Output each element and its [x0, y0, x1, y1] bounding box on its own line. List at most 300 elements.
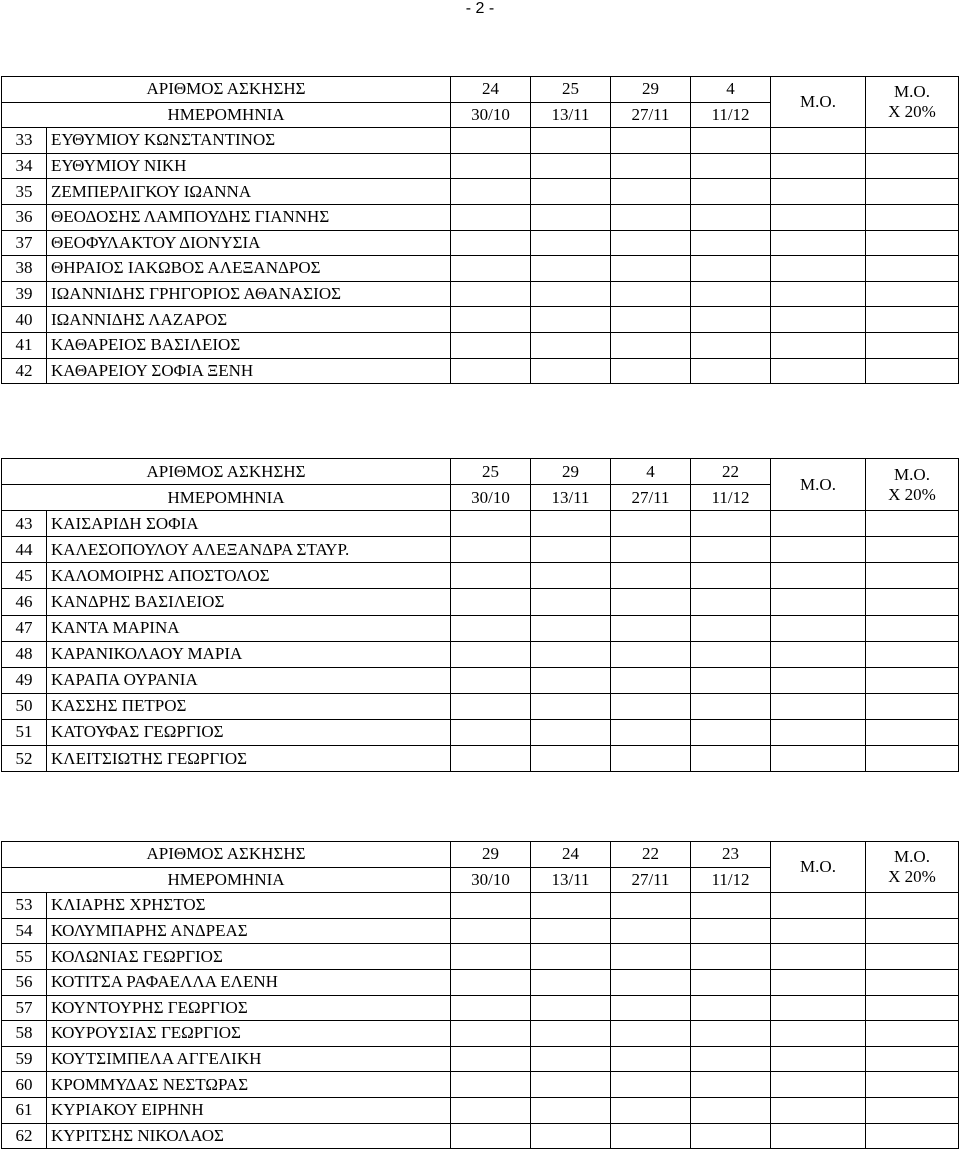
grade-cell[interactable]	[611, 128, 691, 154]
student-name: ΚΟΥΡΟΥΣΙΑΣ ΓΕΩΡΓΙΟΣ	[47, 1021, 451, 1047]
weighted-average-cell[interactable]	[866, 969, 959, 995]
weighted-average-cell[interactable]	[866, 153, 959, 179]
student-name: ΚΑΝΔΡΗΣ ΒΑΣΙΛΕΙΟΣ	[47, 589, 451, 615]
weighted-average-cell[interactable]	[866, 1123, 959, 1149]
grade-cell[interactable]	[611, 204, 691, 230]
grade-cell[interactable]	[691, 358, 771, 384]
student-number: 41	[2, 332, 47, 358]
average-cell[interactable]	[771, 179, 866, 205]
student-row	[2, 918, 959, 944]
average-cell[interactable]	[771, 281, 866, 307]
weighted-average-line2: Χ 20%	[888, 102, 936, 122]
grade-cell[interactable]	[451, 563, 531, 589]
grade-cell[interactable]	[451, 281, 531, 307]
weighted-average-cell[interactable]	[866, 893, 959, 919]
average-cell[interactable]	[771, 746, 866, 772]
student-number: 46	[2, 589, 47, 615]
weighted-average-line1: Μ.Ο.	[894, 847, 930, 867]
grade-cell[interactable]	[451, 589, 531, 615]
date-label: ΗΜΕΡΟΜΗΝΙΑ	[2, 867, 451, 893]
grade-cell[interactable]	[451, 893, 531, 919]
weighted-average-cell[interactable]	[866, 944, 959, 970]
student-row	[2, 307, 959, 333]
grade-cell[interactable]	[611, 511, 691, 537]
student-number: 40	[2, 307, 47, 333]
exercise-number: 25	[451, 459, 531, 485]
grade-cell[interactable]	[611, 358, 691, 384]
student-name: ΚΛΙΑΡΗΣ ΧΡΗΣΤΟΣ	[47, 893, 451, 919]
exercise-date: 27/11	[611, 485, 691, 511]
grade-cell[interactable]	[451, 746, 531, 772]
grade-cell[interactable]	[691, 893, 771, 919]
average-cell[interactable]	[771, 332, 866, 358]
exercise-number: 25	[531, 77, 611, 103]
weighted-average-cell[interactable]	[866, 281, 959, 307]
grade-cell[interactable]	[611, 307, 691, 333]
grade-cell[interactable]	[531, 563, 611, 589]
grade-cell[interactable]	[691, 1123, 771, 1149]
student-number: 60	[2, 1072, 47, 1098]
student-row	[2, 1046, 959, 1072]
student-number: 48	[2, 641, 47, 667]
student-row	[2, 128, 959, 154]
grade-cell[interactable]	[451, 332, 531, 358]
grade-cell[interactable]	[611, 944, 691, 970]
average-cell[interactable]	[771, 1123, 866, 1149]
grade-cell[interactable]	[691, 944, 771, 970]
weighted-average-cell[interactable]	[866, 667, 959, 693]
student-row	[2, 256, 959, 282]
weighted-average-cell[interactable]	[866, 589, 959, 615]
weighted-average-cell[interactable]	[866, 1046, 959, 1072]
student-number: 62	[2, 1123, 47, 1149]
grade-cell[interactable]	[611, 179, 691, 205]
student-number: 53	[2, 893, 47, 919]
date-label: ΗΜΕΡΟΜΗΝΙΑ	[2, 485, 451, 511]
grade-cell[interactable]	[611, 589, 691, 615]
weighted-average-cell[interactable]	[866, 511, 959, 537]
grade-cell[interactable]	[611, 1072, 691, 1098]
grade-cell[interactable]	[691, 615, 771, 641]
student-name: ΖΕΜΠΕΡΛΙΓΚΟΥ ΙΩΑΝΝΑ	[47, 179, 451, 205]
grade-cell[interactable]	[611, 746, 691, 772]
weighted-average-cell[interactable]	[866, 995, 959, 1021]
weighted-average-line1: Μ.Ο.	[894, 82, 930, 102]
grade-cell[interactable]	[451, 667, 531, 693]
grade-cell[interactable]	[611, 719, 691, 745]
grade-cell[interactable]	[531, 995, 611, 1021]
grade-cell[interactable]	[451, 944, 531, 970]
grade-cell[interactable]	[451, 1072, 531, 1098]
student-name: ΚΑΛΕΣΟΠΟΥΛΟΥ ΑΛΕΞΑΝΔΡΑ ΣΤΑΥΡ.	[47, 537, 451, 563]
student-row	[2, 1097, 959, 1123]
grade-cell[interactable]	[691, 918, 771, 944]
student-row	[2, 332, 959, 358]
grade-cell[interactable]	[531, 179, 611, 205]
grade-cell[interactable]	[691, 746, 771, 772]
grade-cell[interactable]	[691, 1072, 771, 1098]
grade-cell[interactable]	[531, 641, 611, 667]
exercise-number: 22	[611, 842, 691, 868]
student-row	[2, 719, 959, 745]
grade-cell[interactable]	[611, 641, 691, 667]
student-number: 54	[2, 918, 47, 944]
weighted-average-cell[interactable]	[866, 1021, 959, 1047]
grade-cell[interactable]	[611, 918, 691, 944]
student-name: ΘΗΡΑΙΟΣ ΙΑΚΩΒΟΣ ΑΛΕΞΑΝΔΡΟΣ	[47, 256, 451, 282]
grade-cell[interactable]	[531, 969, 611, 995]
student-name: ΚΑΣΣΗΣ ΠΕΤΡΟΣ	[47, 693, 451, 719]
exercise-number: 22	[691, 459, 771, 485]
exercise-date: 30/10	[451, 867, 531, 893]
average-cell[interactable]	[771, 667, 866, 693]
student-name: ΕΥΘΥΜΙΟΥ ΝΙΚΗ	[47, 153, 451, 179]
average-header: Μ.Ο.	[771, 842, 866, 893]
grade-cell[interactable]	[451, 1097, 531, 1123]
grade-cell[interactable]	[691, 332, 771, 358]
grade-cell[interactable]	[691, 563, 771, 589]
average-cell[interactable]	[771, 589, 866, 615]
student-number: 35	[2, 179, 47, 205]
exercise-number: 23	[691, 842, 771, 868]
student-name: ΚΟΤΙΤΣΑ ΡΑΦΑΕΛΛΑ ΕΛΕΝΗ	[47, 969, 451, 995]
student-row	[2, 615, 959, 641]
average-cell[interactable]	[771, 893, 866, 919]
grade-cell[interactable]	[691, 230, 771, 256]
grade-cell[interactable]	[531, 281, 611, 307]
average-cell[interactable]	[771, 1072, 866, 1098]
weighted-average-cell[interactable]	[866, 563, 959, 589]
student-name: ΙΩΑΝΝΙΔΗΣ ΛΑΖΑΡΟΣ	[47, 307, 451, 333]
grade-cell[interactable]	[531, 204, 611, 230]
grade-cell[interactable]	[531, 693, 611, 719]
grade-cell[interactable]	[691, 995, 771, 1021]
grade-cell[interactable]	[451, 179, 531, 205]
exercise-date: 13/11	[531, 485, 611, 511]
average-cell[interactable]	[771, 204, 866, 230]
student-name: ΚΟΥΝΤΟΥΡΗΣ ΓΕΩΡΓΙΟΣ	[47, 995, 451, 1021]
student-row	[2, 995, 959, 1021]
exercise-row	[2, 459, 959, 485]
average-cell[interactable]	[771, 511, 866, 537]
weighted-average-cell[interactable]	[866, 746, 959, 772]
student-name: ΘΕΟΔΟΣΗΣ ΛΑΜΠΟΥΔΗΣ ΓΙΑΝΝΗΣ	[47, 204, 451, 230]
grade-cell[interactable]	[611, 1123, 691, 1149]
grade-cell[interactable]	[611, 969, 691, 995]
average-cell[interactable]	[771, 128, 866, 154]
weighted-average-cell[interactable]	[866, 719, 959, 745]
grade-cell[interactable]	[611, 615, 691, 641]
student-row	[2, 153, 959, 179]
grade-cell[interactable]	[531, 589, 611, 615]
grade-cell[interactable]	[611, 256, 691, 282]
average-cell[interactable]	[771, 944, 866, 970]
average-cell[interactable]	[771, 1021, 866, 1047]
grade-cell[interactable]	[531, 1072, 611, 1098]
student-name: ΚΥΡΙΤΣΗΣ ΝΙΚΟΛΑΟΣ	[47, 1123, 451, 1149]
average-cell[interactable]	[771, 537, 866, 563]
grade-cell[interactable]	[531, 1046, 611, 1072]
student-number: 42	[2, 358, 47, 384]
grade-cell[interactable]	[531, 719, 611, 745]
grade-cell[interactable]	[611, 1097, 691, 1123]
student-number: 47	[2, 615, 47, 641]
grade-cell[interactable]	[531, 1123, 611, 1149]
grade-cell[interactable]	[531, 128, 611, 154]
student-number: 43	[2, 511, 47, 537]
average-cell[interactable]	[771, 1046, 866, 1072]
average-cell[interactable]	[771, 563, 866, 589]
grade-cell[interactable]	[531, 358, 611, 384]
weighted-average-cell[interactable]	[866, 615, 959, 641]
weighted-average-cell[interactable]	[866, 1097, 959, 1123]
exercise-number: 29	[531, 459, 611, 485]
weighted-average-line2: Χ 20%	[888, 867, 936, 887]
grade-cell[interactable]	[451, 128, 531, 154]
student-name: ΚΑΡΑΠΑ ΟΥΡΑΝΙΑ	[47, 667, 451, 693]
grade-cell[interactable]	[451, 537, 531, 563]
grade-cell[interactable]	[691, 969, 771, 995]
grade-cell[interactable]	[451, 615, 531, 641]
exercise-label: ΑΡΙΘΜΟΣ ΑΣΚΗΣΗΣ	[2, 842, 451, 868]
grade-cell[interactable]	[451, 153, 531, 179]
student-name: ΚΑΛΟΜΟΙΡΗΣ ΑΠΟΣΤΟΛΟΣ	[47, 563, 451, 589]
student-row	[2, 204, 959, 230]
student-row	[2, 893, 959, 919]
student-number: 57	[2, 995, 47, 1021]
weighted-average-cell[interactable]	[866, 693, 959, 719]
exercise-date: 30/10	[451, 485, 531, 511]
grade-cell[interactable]	[451, 918, 531, 944]
exercise-number: 4	[691, 77, 771, 103]
grade-cell[interactable]	[531, 1097, 611, 1123]
exercise-date: 13/11	[531, 867, 611, 893]
average-cell[interactable]	[771, 969, 866, 995]
grade-cell[interactable]	[451, 1046, 531, 1072]
grade-cell[interactable]	[691, 281, 771, 307]
weighted-average-line1: Μ.Ο.	[894, 464, 930, 484]
student-row	[2, 641, 959, 667]
student-number: 51	[2, 719, 47, 745]
weighted-average-cell[interactable]	[866, 307, 959, 333]
student-name: ΚΥΡΙΑΚΟΥ ΕΙΡΗΝΗ	[47, 1097, 451, 1123]
student-row	[2, 1072, 959, 1098]
grade-cell[interactable]	[451, 1123, 531, 1149]
student-row	[2, 693, 959, 719]
grade-cell[interactable]	[691, 641, 771, 667]
grade-cell[interactable]	[611, 693, 691, 719]
exercise-date: 11/12	[691, 485, 771, 511]
grade-cell[interactable]	[611, 332, 691, 358]
student-number: 34	[2, 153, 47, 179]
weighted-average-cell[interactable]	[866, 204, 959, 230]
student-row	[2, 944, 959, 970]
grade-cell[interactable]	[611, 995, 691, 1021]
weighted-average-cell[interactable]	[866, 918, 959, 944]
grade-cell[interactable]	[691, 589, 771, 615]
grade-cell[interactable]	[451, 511, 531, 537]
average-cell[interactable]	[771, 615, 866, 641]
student-name: ΚΑΤΟΥΦΑΣ ΓΕΩΡΓΙΟΣ	[47, 719, 451, 745]
student-name: ΚΡΟΜΜΥΔΑΣ ΝΕΣΤΩΡΑΣ	[47, 1072, 451, 1098]
grade-cell[interactable]	[531, 537, 611, 563]
grade-cell[interactable]	[611, 281, 691, 307]
exercise-number: 24	[531, 842, 611, 868]
student-number: 55	[2, 944, 47, 970]
grade-cell[interactable]	[531, 893, 611, 919]
grade-cell[interactable]	[451, 995, 531, 1021]
average-header: Μ.Ο.	[771, 459, 866, 511]
student-name: ΘΕΟΦΥΛΑΚΤΟΥ ΔΙΟΝΥΣΙΑ	[47, 230, 451, 256]
grade-cell[interactable]	[531, 511, 611, 537]
grade-cell[interactable]	[451, 358, 531, 384]
grade-cell[interactable]	[611, 153, 691, 179]
page-number: - 2 -	[465, 0, 495, 17]
grade-table-2	[1, 458, 959, 772]
average-cell[interactable]	[771, 153, 866, 179]
grade-cell[interactable]	[451, 204, 531, 230]
student-name: ΚΛΕΙΤΣΙΩΤΗΣ ΓΕΩΡΓΙΟΣ	[47, 746, 451, 772]
average-cell[interactable]	[771, 641, 866, 667]
grade-cell[interactable]	[691, 153, 771, 179]
grade-cell[interactable]	[691, 719, 771, 745]
student-row	[2, 511, 959, 537]
weighted-average-header	[866, 842, 959, 893]
weighted-average-cell[interactable]	[866, 332, 959, 358]
date-label: ΗΜΕΡΟΜΗΝΙΑ	[2, 102, 451, 128]
student-name: ΚΟΥΤΣΙΜΠΕΛΑ ΑΓΓΕΛΙΚΗ	[47, 1046, 451, 1072]
student-row	[2, 969, 959, 995]
student-row	[2, 563, 959, 589]
weighted-average-cell[interactable]	[866, 358, 959, 384]
exercise-label: ΑΡΙΘΜΟΣ ΑΣΚΗΣΗΣ	[2, 459, 451, 485]
average-cell[interactable]	[771, 230, 866, 256]
grade-cell[interactable]	[691, 511, 771, 537]
student-number: 58	[2, 1021, 47, 1047]
grade-cell[interactable]	[691, 256, 771, 282]
grade-cell[interactable]	[531, 307, 611, 333]
average-cell[interactable]	[771, 918, 866, 944]
student-number: 44	[2, 537, 47, 563]
grade-cell[interactable]	[691, 1021, 771, 1047]
grade-cell[interactable]	[531, 332, 611, 358]
grade-cell[interactable]	[451, 719, 531, 745]
average-cell[interactable]	[771, 719, 866, 745]
grade-cell[interactable]	[531, 1021, 611, 1047]
grade-cell[interactable]	[451, 230, 531, 256]
exercise-label: ΑΡΙΘΜΟΣ ΑΣΚΗΣΗΣ	[2, 77, 451, 103]
grade-cell[interactable]	[611, 230, 691, 256]
student-number: 33	[2, 128, 47, 154]
student-row	[2, 1123, 959, 1149]
grade-cell[interactable]	[531, 256, 611, 282]
grade-cell[interactable]	[611, 537, 691, 563]
grade-cell[interactable]	[451, 969, 531, 995]
grade-cell[interactable]	[691, 179, 771, 205]
exercise-date: 27/11	[611, 867, 691, 893]
average-cell[interactable]	[771, 307, 866, 333]
student-number: 36	[2, 204, 47, 230]
weighted-average-cell[interactable]	[866, 256, 959, 282]
exercise-number: 24	[451, 77, 531, 103]
student-name: ΚΑΡΑΝΙΚΟΛΑΟΥ ΜΑΡΙΑ	[47, 641, 451, 667]
weighted-average-line2: Χ 20%	[888, 484, 936, 504]
grade-cell[interactable]	[611, 1046, 691, 1072]
grade-cell[interactable]	[691, 1046, 771, 1072]
exercise-number: 4	[611, 459, 691, 485]
grade-cell[interactable]	[691, 307, 771, 333]
average-cell[interactable]	[771, 358, 866, 384]
grade-cell[interactable]	[451, 693, 531, 719]
grade-cell[interactable]	[451, 307, 531, 333]
weighted-average-cell[interactable]	[866, 128, 959, 154]
student-row	[2, 230, 959, 256]
student-name: ΙΩΑΝΝΙΔΗΣ ΓΡΗΓΟΡΙΟΣ ΑΘΑΝΑΣΙΟΣ	[47, 281, 451, 307]
average-cell[interactable]	[771, 693, 866, 719]
student-row	[2, 1021, 959, 1047]
grade-cell[interactable]	[531, 918, 611, 944]
weighted-average-header	[866, 77, 959, 128]
student-row	[2, 281, 959, 307]
weighted-average-cell[interactable]	[866, 537, 959, 563]
exercise-number: 29	[451, 842, 531, 868]
average-cell[interactable]	[771, 256, 866, 282]
exercise-number: 29	[611, 77, 691, 103]
weighted-average-cell[interactable]	[866, 1072, 959, 1098]
exercise-date: 13/11	[531, 102, 611, 128]
grade-cell[interactable]	[531, 944, 611, 970]
grade-cell[interactable]	[531, 230, 611, 256]
grade-cell[interactable]	[691, 128, 771, 154]
weighted-average-cell[interactable]	[866, 179, 959, 205]
student-number: 59	[2, 1046, 47, 1072]
grade-cell[interactable]	[691, 204, 771, 230]
grade-cell[interactable]	[691, 667, 771, 693]
grade-cell[interactable]	[691, 1097, 771, 1123]
weighted-average-cell[interactable]	[866, 230, 959, 256]
weighted-average-cell[interactable]	[866, 641, 959, 667]
grade-cell[interactable]	[611, 563, 691, 589]
grade-cell[interactable]	[531, 153, 611, 179]
student-number: 45	[2, 563, 47, 589]
grade-cell[interactable]	[691, 537, 771, 563]
grade-cell[interactable]	[611, 667, 691, 693]
student-row	[2, 358, 959, 384]
grade-cell[interactable]	[611, 1021, 691, 1047]
grade-cell[interactable]	[451, 641, 531, 667]
exercise-date: 27/11	[611, 102, 691, 128]
student-number: 61	[2, 1097, 47, 1123]
student-row	[2, 589, 959, 615]
grade-cell[interactable]	[451, 1021, 531, 1047]
exercise-row	[2, 842, 959, 868]
grade-cell[interactable]	[531, 746, 611, 772]
exercise-date: 11/12	[691, 102, 771, 128]
grade-cell[interactable]	[531, 667, 611, 693]
grade-cell[interactable]	[691, 693, 771, 719]
student-number: 38	[2, 256, 47, 282]
exercise-date: 11/12	[691, 867, 771, 893]
grade-cell[interactable]	[451, 256, 531, 282]
average-cell[interactable]	[771, 995, 866, 1021]
student-row	[2, 537, 959, 563]
exercise-row	[2, 77, 959, 103]
weighted-average-header	[866, 459, 959, 511]
average-cell[interactable]	[771, 1097, 866, 1123]
grade-cell[interactable]	[611, 893, 691, 919]
exercise-date: 30/10	[451, 102, 531, 128]
grade-cell[interactable]	[531, 615, 611, 641]
